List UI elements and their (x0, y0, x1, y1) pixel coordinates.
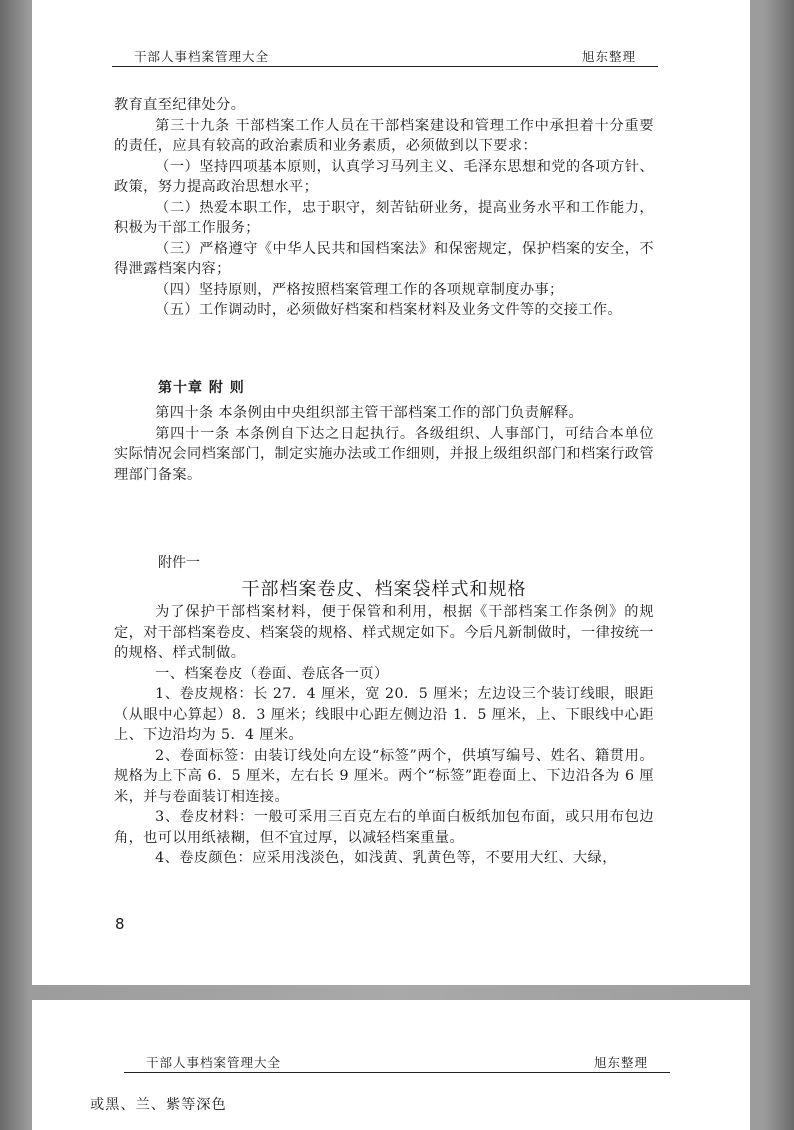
paragraph: 第四十一条 本条例自下达之日起执行。各级组织、人事部门，可结合本单位实际情况会同档案部门，制定实施办法或工作细则，并报上级组织部门和档案行政管理部门备案。 (114, 425, 654, 483)
paragraph: 第四十条 本条例由中央组织部主管干部档案工作的部门负责解释。 (155, 405, 584, 421)
paragraph: （五）工作调动时，必须做好档案和档案材料及业务文件等的交接工作。 (155, 302, 622, 318)
paragraph: （四）坚持原则，严格按照档案管理工作的各项规章制度办事； (155, 281, 564, 298)
paragraph: （一）坚持四项基本原则，认真学习马列主义、毛泽东思想和党的各项方针、政策，努力提高政治思想水平； (114, 158, 654, 195)
paragraph: 一、档案卷皮（卷面、卷底各一页） (155, 665, 389, 682)
paragraph: 3、卷皮材料：一般可采用三百克左右的单面白板纸加包布面，或只用布包边角，也可以用纸裱糊，但不宜过厚，以减轻档案重量。 (114, 809, 654, 846)
next-page-text-fragment: 或黑、兰、紫等深色 (90, 1097, 227, 1113)
header-title-next: 干部人事档案管理大全 (146, 1055, 282, 1070)
paragraph: 第三十九条 干部档案工作人员在干部档案建设和管理工作中承担着十分重要的责任，应具有较高的政治素质和业务素质，必须做到以下要求： (114, 117, 654, 154)
chapter-heading: 第十章 附 则 (158, 380, 245, 396)
paragraph: 2、卷面标签：由装订线处向左设“标签”两个，供填写编号、姓名、籍贯用。规格为上下高 6．5 厘米，左右长 9 厘米。两个“标签”距卷面上、下边沿各为 6 厘米，并与卷面装订相连接。 (114, 747, 654, 805)
page-number: 8 (115, 915, 125, 933)
articles-block (114, 95, 654, 321)
paragraph: 教育直至纪律处分。 (114, 97, 246, 113)
attachment-label: 附件一 (158, 555, 200, 571)
header-compiler: 旭东整理 (581, 49, 636, 64)
header-compiler-next: 旭东整理 (593, 1055, 648, 1070)
attachment-body (114, 602, 654, 869)
paragraph: 4、卷皮颜色：应采用浅淡色，如浅黄、乳黄色等，不要用大红、大绿， (155, 850, 617, 866)
chapter-articles-block (114, 403, 654, 485)
paragraph: （二）热爱本职工作，忠于职守，刻苦钻研业务，提高业务水平和工作能力，积极为干部工作服务； (114, 199, 654, 236)
attachment-title: 干部档案卷皮、档案袋样式和规格 (241, 579, 527, 600)
paragraph: （三）严格遵守《中华人民共和国档案法》和保密规定，保护档案的安全，不得泄露档案内容； (114, 240, 654, 277)
document-page (32, 0, 750, 985)
header-title: 干部人事档案管理大全 (134, 49, 270, 64)
paragraph: 为了保护干部档案材料，便于保管和利用，根据《干部档案工作条例》的规定，对干部档案卷皮、档案袋的规格、样式规定如下。今后凡新制做时，一律按统一的规格、样式制做。 (114, 604, 654, 661)
running-header-next (124, 1050, 670, 1073)
paragraph: 1、卷皮规格：长 27．4 厘米，宽 20．5 厘米；左边设三个装订线眼，眼距（从眼中心算起）8．3 厘米；线眼中心距左侧边沿 1．5 厘米，上、下眼线中心距上、下边沿均为 5．4 厘米。 (114, 686, 654, 743)
running-header (112, 44, 658, 67)
